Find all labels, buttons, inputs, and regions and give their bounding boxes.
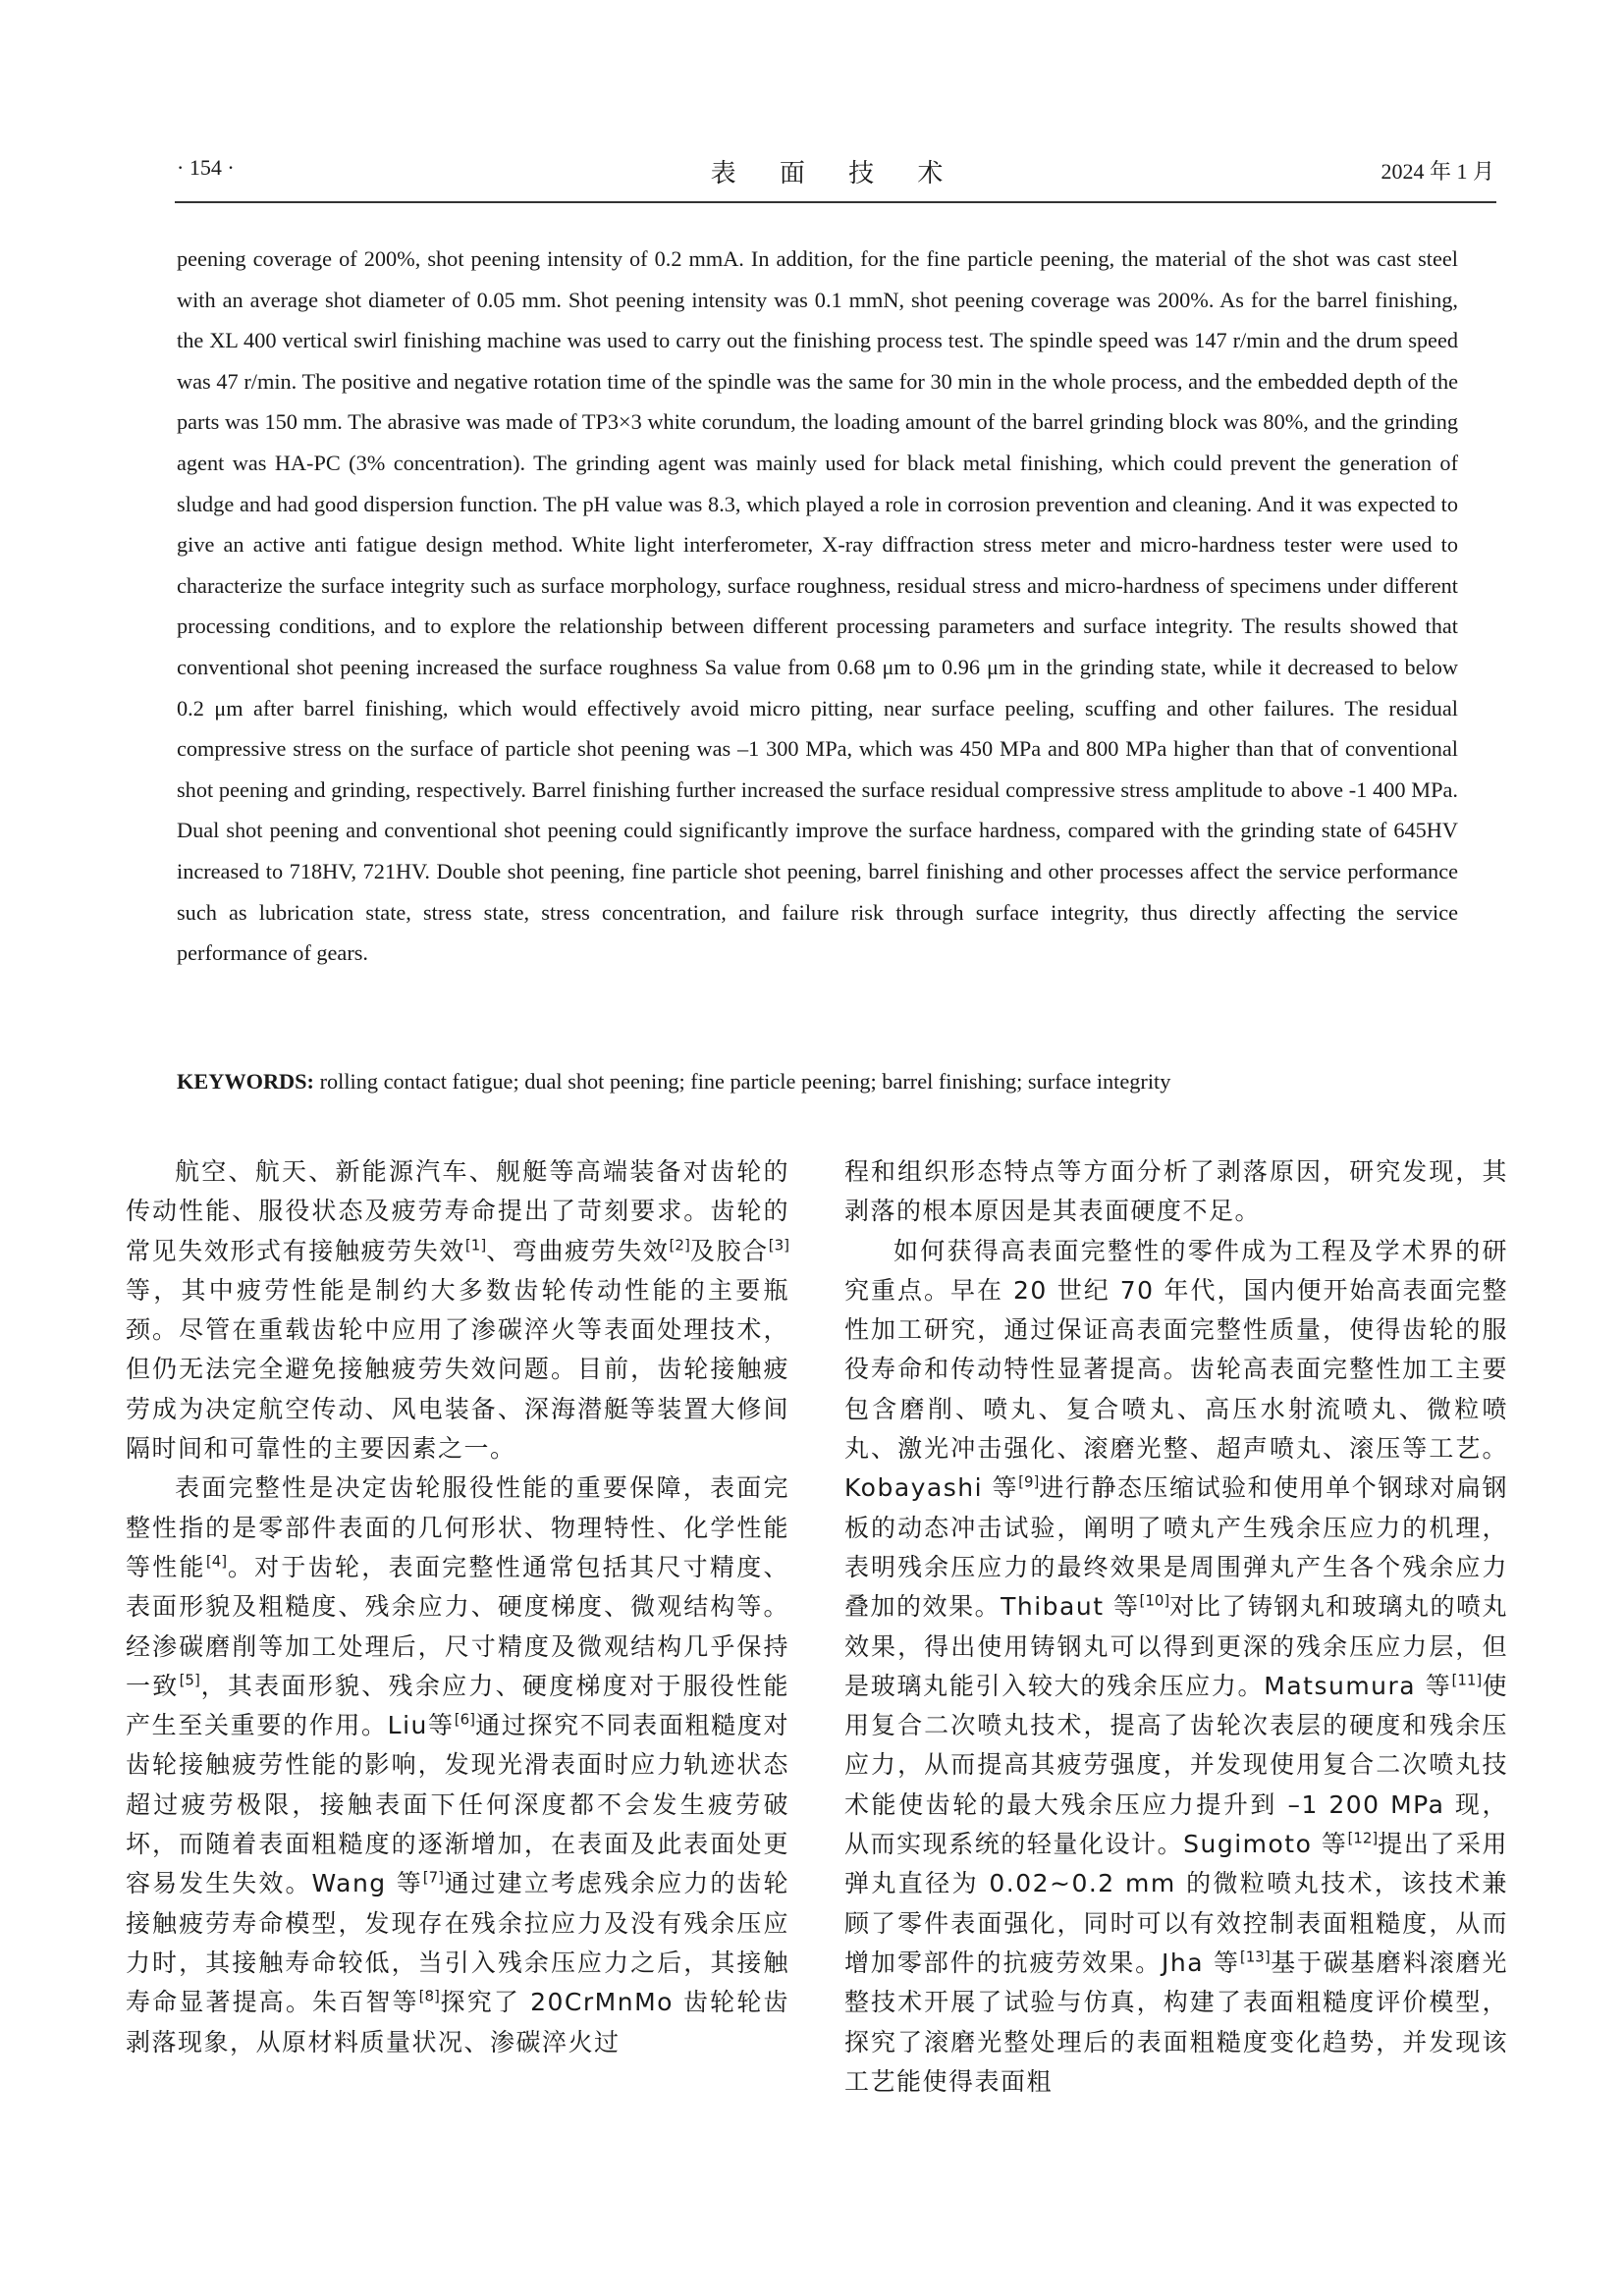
issue-date: 2024 年 1 月 bbox=[1380, 159, 1494, 184]
text-run: 航空、航天、新能源汽车、舰艇等高端装备对齿轮的传动性能、服役状态及疲劳寿命提出了苛刻要求。齿轮的常见失效形式有接触疲劳失效 bbox=[126, 1157, 789, 1265]
journal-title: 表 面 技 术 bbox=[710, 159, 961, 188]
text-run: 如何获得高表面完整性的零件成为工程及学术界的研究重点。早在 20 世纪 70 年代，国内便开始高表面完整性加工研究，通过保证高表面完整性质量，使得齿轮的服役寿命和传动特性显著提高。齿轮高表面完整性加工主要包含磨削、喷丸、复合喷丸、高压水射流喷丸、微粒喷丸、激光冲击强化、滚磨光整、超声喷丸、滚压等工艺。Kobayashi 等 bbox=[844, 1236, 1508, 1503]
header-divider bbox=[175, 201, 1496, 203]
citation-ref: [1] bbox=[464, 1236, 487, 1255]
citation-ref: [6] bbox=[454, 1710, 475, 1729]
text-run: 。对于齿轮，表面完整性通常包括其尺寸精度、表面形貌及粗糙度、残余应力、硬度梯度、微观结构等。经渗碳磨削等加工处理后，尺寸精度及微观结构几乎保持一致 bbox=[126, 1552, 789, 1700]
abstract-text: peening coverage of 200%, shot peening intensity of 0.2 mmA. In addition, for the fine particle peening, the material of the shot was cast steel with an average shot diameter of 0.05 mm. Shot peening intensity was 0.1 mmN, shot peening coverage was 200%. As for the barrel finishing, the XL 400 vertical swirl finishing machine was used to carry out the finishing process test. The spindle speed was 147 r/min and the drum speed was 47 r/min. The positive and negative rotation time of the spindle was the same for 30 min in the whole process, and the embedded depth of the parts was 150 mm. The abrasive was made of TP3×3 white corundum, the loading amount of the barrel grinding block was 80%, and the grinding agent was HA-PC (3% concentration). The grinding agent was mainly used for black metal finishing, which could prevent the generation of sludge and had good dispersion function. The pH value was 8.3, which played a role in corrosion prevention and cleaning. And it was expected to give an active anti fatigue design method. White light interferometer, X-ray diffraction stress meter and micro-hardness tester were used to characterize the surface integrity such as surface morphology, surface roughness, residual stress and micro-hardness of specimens under different processing conditions, and to explore the relationship between different processing parameters and surface integrity. The results showed that conventional shot peening increased the surface roughness Sa value from 0.68 μm to 0.96 μm in the grinding state, while it decreased to below 0.2 μm after barrel finishing, which would effectively avoid micro pitting, near surface peeling, scuffing and other failures. The residual compressive stress on the surface of particle shot peening was –1 300 MPa, which was 450 MPa and 800 MPa higher than that of conventional shot peening and grinding, respectively. Barrel finishing further increased the surface residual compressive stress amplitude to above -1 400 MPa. Dual shot peening and conventional shot peening could significantly improve the surface hardness, compared with the grinding state of 645HV increased to 718HV, 721HV. Double shot peening, fine particle shot peening, barrel finishing and other processes affect the service performance such as lubrication state, stress state, stress concentration, and failure risk through surface integrity, thus directly affecting the service performance of gears. bbox=[177, 246, 1458, 966]
paragraph bbox=[126, 1468, 789, 2061]
citation-ref: [9] bbox=[1018, 1473, 1040, 1492]
citation-ref: [7] bbox=[422, 1869, 445, 1888]
text-run: 表面完整性是决定齿轮服役性能的重要保障，表面完整性指的是零部件表面的几何形状、物理特性、化学性能等性能 bbox=[126, 1473, 789, 1581]
citation-ref: [5] bbox=[179, 1671, 200, 1689]
citation-ref: [2] bbox=[669, 1236, 690, 1255]
page-number: · 154 · bbox=[177, 155, 235, 180]
citation-ref: [3] bbox=[768, 1236, 789, 1255]
text-run: 、弯曲疲劳失效 bbox=[486, 1236, 670, 1265]
running-header bbox=[177, 155, 1494, 196]
text-run: 及胶合 bbox=[689, 1236, 769, 1265]
citation-ref: [8] bbox=[418, 1987, 440, 2005]
keywords-text: rolling contact fatigue; dual shot peening; fine particle peening; barrel finishing; surface integrity bbox=[314, 1069, 1171, 1094]
text-run: 等，其中疲劳性能是制约大多数齿轮传动性能的主要瓶颈。尽管在重载齿轮中应用了渗碳淬火等表面处理技术，但仍无法完全避免接触疲劳失效问题。目前，齿轮接触疲劳成为决定航空传动、风电装备、深海潜艇等装置大修间隔时间和可靠性的主要因素之一。 bbox=[126, 1275, 789, 1464]
keywords-line bbox=[177, 1061, 1458, 1102]
text-run: 通过建立考虑残余应力的齿轮接触疲劳寿命模型，发现存在残余拉应力及没有残余压应力时，其接触寿命较低，当引入残余压应力之后，其接触寿命显著提高。朱百智等 bbox=[126, 1869, 789, 2017]
text-run: 进行静态压缩试验和使用单个钢球对扁钢板的动态冲击试验，阐明了喷丸产生残余压应力的机理，表明残余压应力的最终效果是周围弹丸产生各个残余应力叠加的效果。Thibaut 等 bbox=[844, 1473, 1508, 1622]
text-run: 通过探究不同表面粗糙度对齿轮接触疲劳性能的影响，发现光滑表面时应力轨迹状态超过疲劳极限，接触表面下任何深度都不会发生疲劳破坏，而随着表面粗糙度的逐渐增加，在表面及此表面处更容易发生失效。Wang 等 bbox=[126, 1711, 789, 1898]
english-abstract bbox=[177, 239, 1458, 974]
paragraph bbox=[126, 1152, 789, 1468]
body-column-right bbox=[844, 1152, 1508, 2102]
citation-ref: [13] bbox=[1239, 1948, 1271, 1966]
citation-ref: [10] bbox=[1139, 1591, 1170, 1610]
paragraph bbox=[844, 1232, 1508, 2103]
keywords-label: KEYWORDS: bbox=[177, 1069, 314, 1094]
text-run: 基于碳基磨料滚磨光整技术开展了试验与仿真，构建了表面粗糙度评价模型，探究了滚磨光整处理后的表面粗糙度变化趋势，并发现该工艺能使得表面粗 bbox=[844, 1948, 1508, 2096]
paragraph bbox=[844, 1152, 1508, 1232]
text-run: 对比了铸钢丸和玻璃丸的喷丸效果，得出使用铸钢丸可以得到更深的残余压应力层，但是玻璃丸能引入较大的残余压应力。Matsumura 等 bbox=[844, 1592, 1508, 1700]
text-run: ，其表面形貌、残余应力、硬度梯度对于服役性能产生至关重要的作用。Liu等 bbox=[126, 1671, 789, 1740]
text-run: 探究了 20CrMnMo 齿轮轮齿剥落现象，从原材料质量状况、渗碳淬火过 bbox=[126, 1988, 789, 2056]
citation-ref: [4] bbox=[205, 1552, 228, 1571]
text-run: 使用复合二次喷丸技术，提高了齿轮次表层的硬度和残余压应力，从而提高其疲劳强度，并发现使用复合二次喷丸技术能使齿轮的最大残余压应力提升到 –1 200 MPa 现，从而实现系统的轻量化设计。Sugimoto 等 bbox=[844, 1671, 1508, 1859]
text-run: 程和组织形态特点等方面分析了剥落原因，研究发现，其剥落的根本原因是其表面硬度不足。 bbox=[844, 1157, 1508, 1226]
citation-ref: [11] bbox=[1451, 1671, 1483, 1689]
text-run: 提出了采用弹丸直径为 0.02~0.2 mm 的微粒喷丸技术，该技术兼顾了零件表面强化，同时可以有效控制表面粗糙度，从而增加零部件的抗疲劳效果。Jha 等 bbox=[844, 1830, 1508, 1977]
citation-ref: [12] bbox=[1347, 1829, 1379, 1847]
body-column-left bbox=[126, 1152, 789, 2062]
